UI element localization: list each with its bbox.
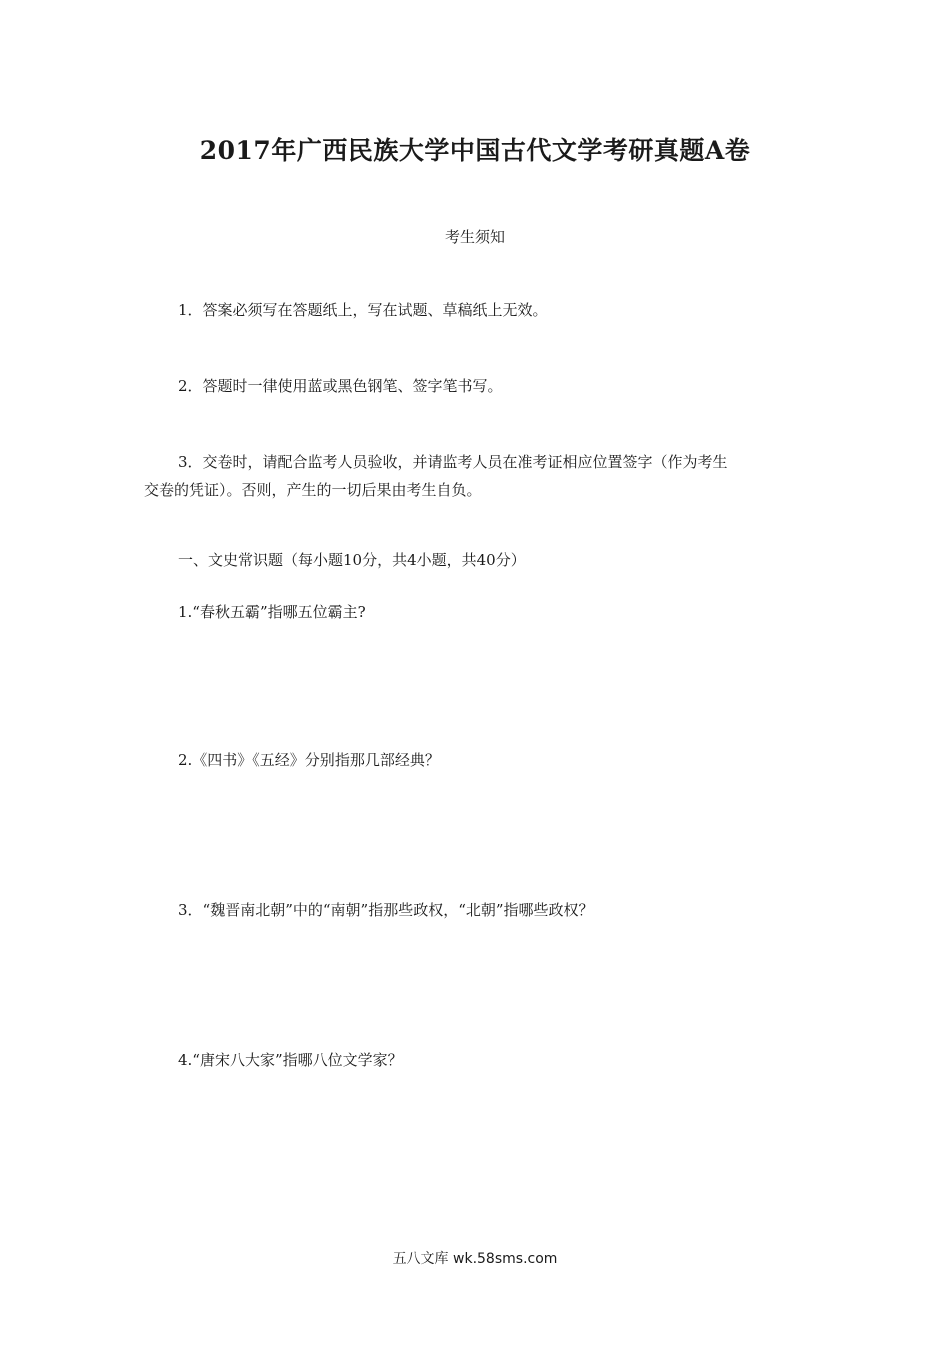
question-3: 3．“魏晋南北朝”中的“南朝”指那些政权，“北朝”指哪些政权？	[178, 901, 594, 919]
question-1: 1.“春秋五霸”指哪五位霸主?	[178, 603, 366, 621]
notice-heading: 考生须知	[444, 228, 505, 246]
notice-item-3: 3．交卷时，请配合监考人员验收，并请监考人员在准考证相应位置签字（作为考生	[178, 453, 728, 471]
notice-item-3-continuation: 交卷的凭证）。否则，产生的一切后果由考生自负。	[144, 481, 482, 499]
document-title: 2017年广西民族大学中国古代文学考研真题A卷	[199, 136, 751, 165]
section-heading: 一、文史常识题（每小题10分，共4小题，共40分）	[178, 551, 526, 569]
notice-item-1: 1．答案必须写在答题纸上，写在试题、草稿纸上无效。	[178, 301, 548, 319]
footer-url[interactable]: wk.58sms.com	[453, 1251, 558, 1267]
footer	[0, 1248, 950, 1268]
footer-site-name: 五八文库	[392, 1251, 449, 1267]
notice-item-2: 2．答题时一律使用蓝或黑色钢笔、签字笔书写。	[178, 377, 503, 395]
question-2: 2.《四书》《五经》分别指那几部经典？	[178, 751, 440, 769]
question-4: 4.“唐宋八大家”指哪八位文学家？	[178, 1051, 403, 1069]
